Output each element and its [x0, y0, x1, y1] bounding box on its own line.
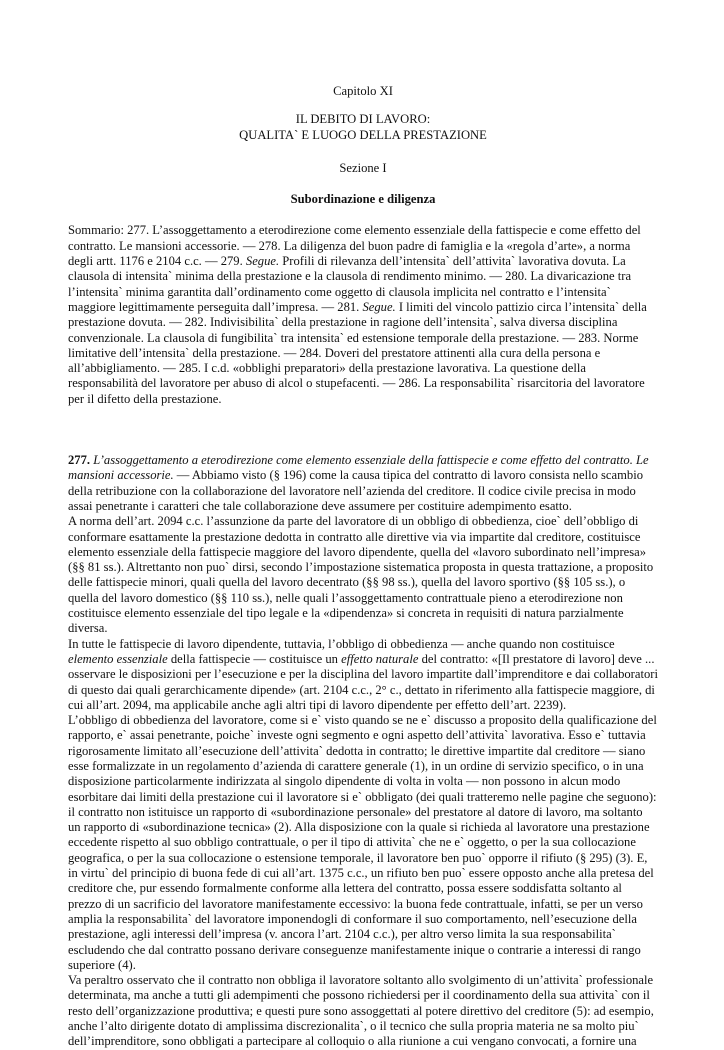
paragraph-3-italic-a: elemento essenziale	[68, 651, 168, 666]
section-subtitle: Subordinazione e diligenza	[290, 192, 436, 207]
summary-italic-2: Segue.	[362, 299, 396, 314]
paragraph-277	[68, 453, 658, 514]
summary-text-1: Sommario: 277. L’assoggettamento a eterodirezione come elemento essenziale della fattispecie e come effetto del contratto. Le mansioni accessorie. — 278. La diligenza del buon padre di famiglia e la «regola d’arte», a norma degli artt. 1176 e 2104 c.c. — 279.	[68, 223, 641, 269]
paragraph-3-text-b: della fattispecie — costituisce un	[167, 651, 342, 666]
paragraph-5: Va peraltro osservato che il contratto non obbliga il lavoratore soltanto allo svolgimento di un’attivita` professionale determinata, ma anche a tutti gli adempimenti che possono richiedersi per il coordinamento della sua attivita` con il resto dell’organizzazione produttiva; e questi pure sono assoggettati al potere direttivo del creditore (5): ad esempio, anche l’alto dirigente dotato di amplissima discrezionalita`, o il tecnico che sulla propria materia ne sa molto piu` dell’imprenditore, sono obbligati a partecipare al colloquio o alla riunione a cui vengano convocati, a fornire una	[68, 973, 654, 1049]
summary-paragraph	[68, 223, 658, 407]
summary-text-3: I limiti del vincolo pattizio circa l’intensita` della prestazione dovuta. — 282. Indivisibilita` della prestazione in ragione dell’intensita`, salva diversa disciplina convenzionale. La clausola di fungibilita` tra intensita` ed estensione temporale della prestazione. — 283. Norme limitative dell’intensita` della prestazione. — 284. Doveri del prestatore attinenti alla cura della persona e all’abbigliamento. — 285. I c.d. «obblighi preparatori» della prestazione lavorativa. La questione della responsabilità del lavoratore per abuso di alcol o stupefacenti. — 286. La responsabilita` risarcitoria del lavoratore per il difetto della prestazione.	[68, 299, 647, 406]
paragraph-4: L’obbligo di obbedienza del lavoratore, come si e` visto quando se ne e` discusso a proposito della qualificazione del rapporto, e` assai penetrante, poiche` investe ogni segmento e ogni aspetto dell’attivita` lavorativa. Esso e` tuttavia rigorosamente limitato all’esecuzione dell’attivita` dedotta in contratto; le direttive impartite dal creditore — siano esse formalizzate in un regolamento d’azienda di carattere generale (1), in un ordine di servizio specifico, o in una disposizione particolarmente indirizzata al singolo dipendente di volta in volta — non possono in alcun modo esorbitare dai limiti della prestazione cui il lavoratore si e` obbligato (dei quali tratteremo nelle pagine che seguono): il contratto non istituisce un rapporto di «subordinazione personale» del prestatore al datore di lavoro, ma soltanto un rapporto di «subordinazione tecnica» (2). Alla disposizione con la quale si richieda al lavoratore una prestazione eccedente rispetto al suo obbligo contrattuale, o per il tipo di attivita` che ne e` oggetto, o per la sua collocazione geografica, o per la sua collocazione o estensione temporale, il lavoratore ben puo` opporre il rifiuto (§ 295) (3). E, in virtu` del principio di buona fede di cui all’art. 1375 c.c., un rifiuto ben puo` essere opposto anche alla pretesa del creditore che, pur essendo formalmente conforme alla lettera del contratto, possa essere soddisfatta soltanto al prezzo di un sacrificio del lavoratore manifestamente eccessivo: la buona fede contrattuale, infatti, se per un verso amplia la responsabilita` del lavoratore imponendogli di conformare il suo comportamento, nell’esecuzione della prestazione, agli interessi dell’impresa (v. ancora l’art. 2104 c.c.), per altro verso limita la sua responsabilita` escludendo che dal contratto possano derivare conseguenze manifestamente inique o contrarie a interessi di rango superiore (4).	[68, 713, 657, 972]
paragraph-3-text-c: del contratto: «[Il prestatore di lavoro] deve ... osservare le disposizioni per l’esecuzione e per la disciplina del lavoro impartite dall’imprenditore e dai collaboratori di questo dai quali gerarchicamente dipende» (art. 2104 c.c., 2° c., dettato in riferimento alla fattispecie maggiore, di cui all’art. 2094, ma applicabile anche agli altri tipi di lavoro dipendente per effetto dell’art. 2239).	[68, 651, 658, 712]
spacer	[68, 407, 658, 453]
paragraph-heading: L’assoggettamento a eterodirezione come elemento essenziale della fattispecie e come effetto del contratto. Le mansioni accessorie.	[68, 453, 649, 483]
chapter-title-line-2: QUALITA` E LUOGO DELLA PRESTAZIONE	[239, 127, 487, 142]
chapter-title-line-1: IL DEBITO DI LAVORO:	[295, 112, 431, 127]
paragraph-3	[68, 637, 658, 713]
document-page	[68, 84, 658, 1050]
paragraph-number: 277.	[68, 453, 91, 468]
paragraph-text: — Abbiamo visto (§ 196) come la causa tipica del contratto di lavoro consista nello scambio della retribuzione con la collaborazione del lavoratore nell’azienda del creditore. Il codice civile precisa in modo assai penetrante i caratteri che tale collaborazione deve assumere per costituire adempimento esatto.	[68, 468, 643, 513]
summary-italic-1: Segue.	[245, 254, 280, 269]
chapter-heading: Capitolo XI	[333, 84, 393, 98]
summary-text-2: Profili di rilevanza dell’intensita` dell’attivita` lavorativa dovuta. La clausola di intensita` minima della prestazione e la clausola di rendimento minimo. — 280. La divaricazione tra l’intensita` minima garantita dall’ordinamento come oggetto di clausola implicita nel contratto e l’intensita` maggiore legittimamente perseguita dall’impresa. — 281.	[68, 254, 632, 314]
chapter-title	[68, 112, 658, 143]
section-heading: Sezione I	[339, 160, 387, 175]
paragraph-3-italic-b: effetto naturale	[341, 651, 419, 666]
paragraph-3-text-a: In tutte le fattispecie di lavoro dipendente, tuttavia, l’obbligo di obbedienza — anche quando non costituisce	[68, 636, 615, 651]
paragraph-2: A norma dell’art. 2094 c.c. l’assunzione da parte del lavoratore di un obbligo di obbedienza, cioe` dell’obbligo di conformare esattamente la prestazione dedotta in contratto alle direttive via via impartite dal creditore, costituisce elemento essenziale della fattispecie maggiore del lavoro dipendente, quella del «lavoro subordinato nell’impresa» (§§ 81 ss.). Altrettanto non puo` dirsi, secondo l’impostazione sistematica proposta in questa trattazione, a proposito delle fattispecie minori, quali quella del lavoro decentrato (§§ 98 ss.), quella del lavoro sportivo (§§ 105 ss.), o quella del lavoro domestico (§§ 110 ss.), nelle quali l’assoggettamento contrattuale pieno a eterodirezione non costituisce elemento essenziale del tipo legale e la «dipendenza» si concreta in requisiti di natura parzialmente diversa.	[68, 514, 654, 636]
